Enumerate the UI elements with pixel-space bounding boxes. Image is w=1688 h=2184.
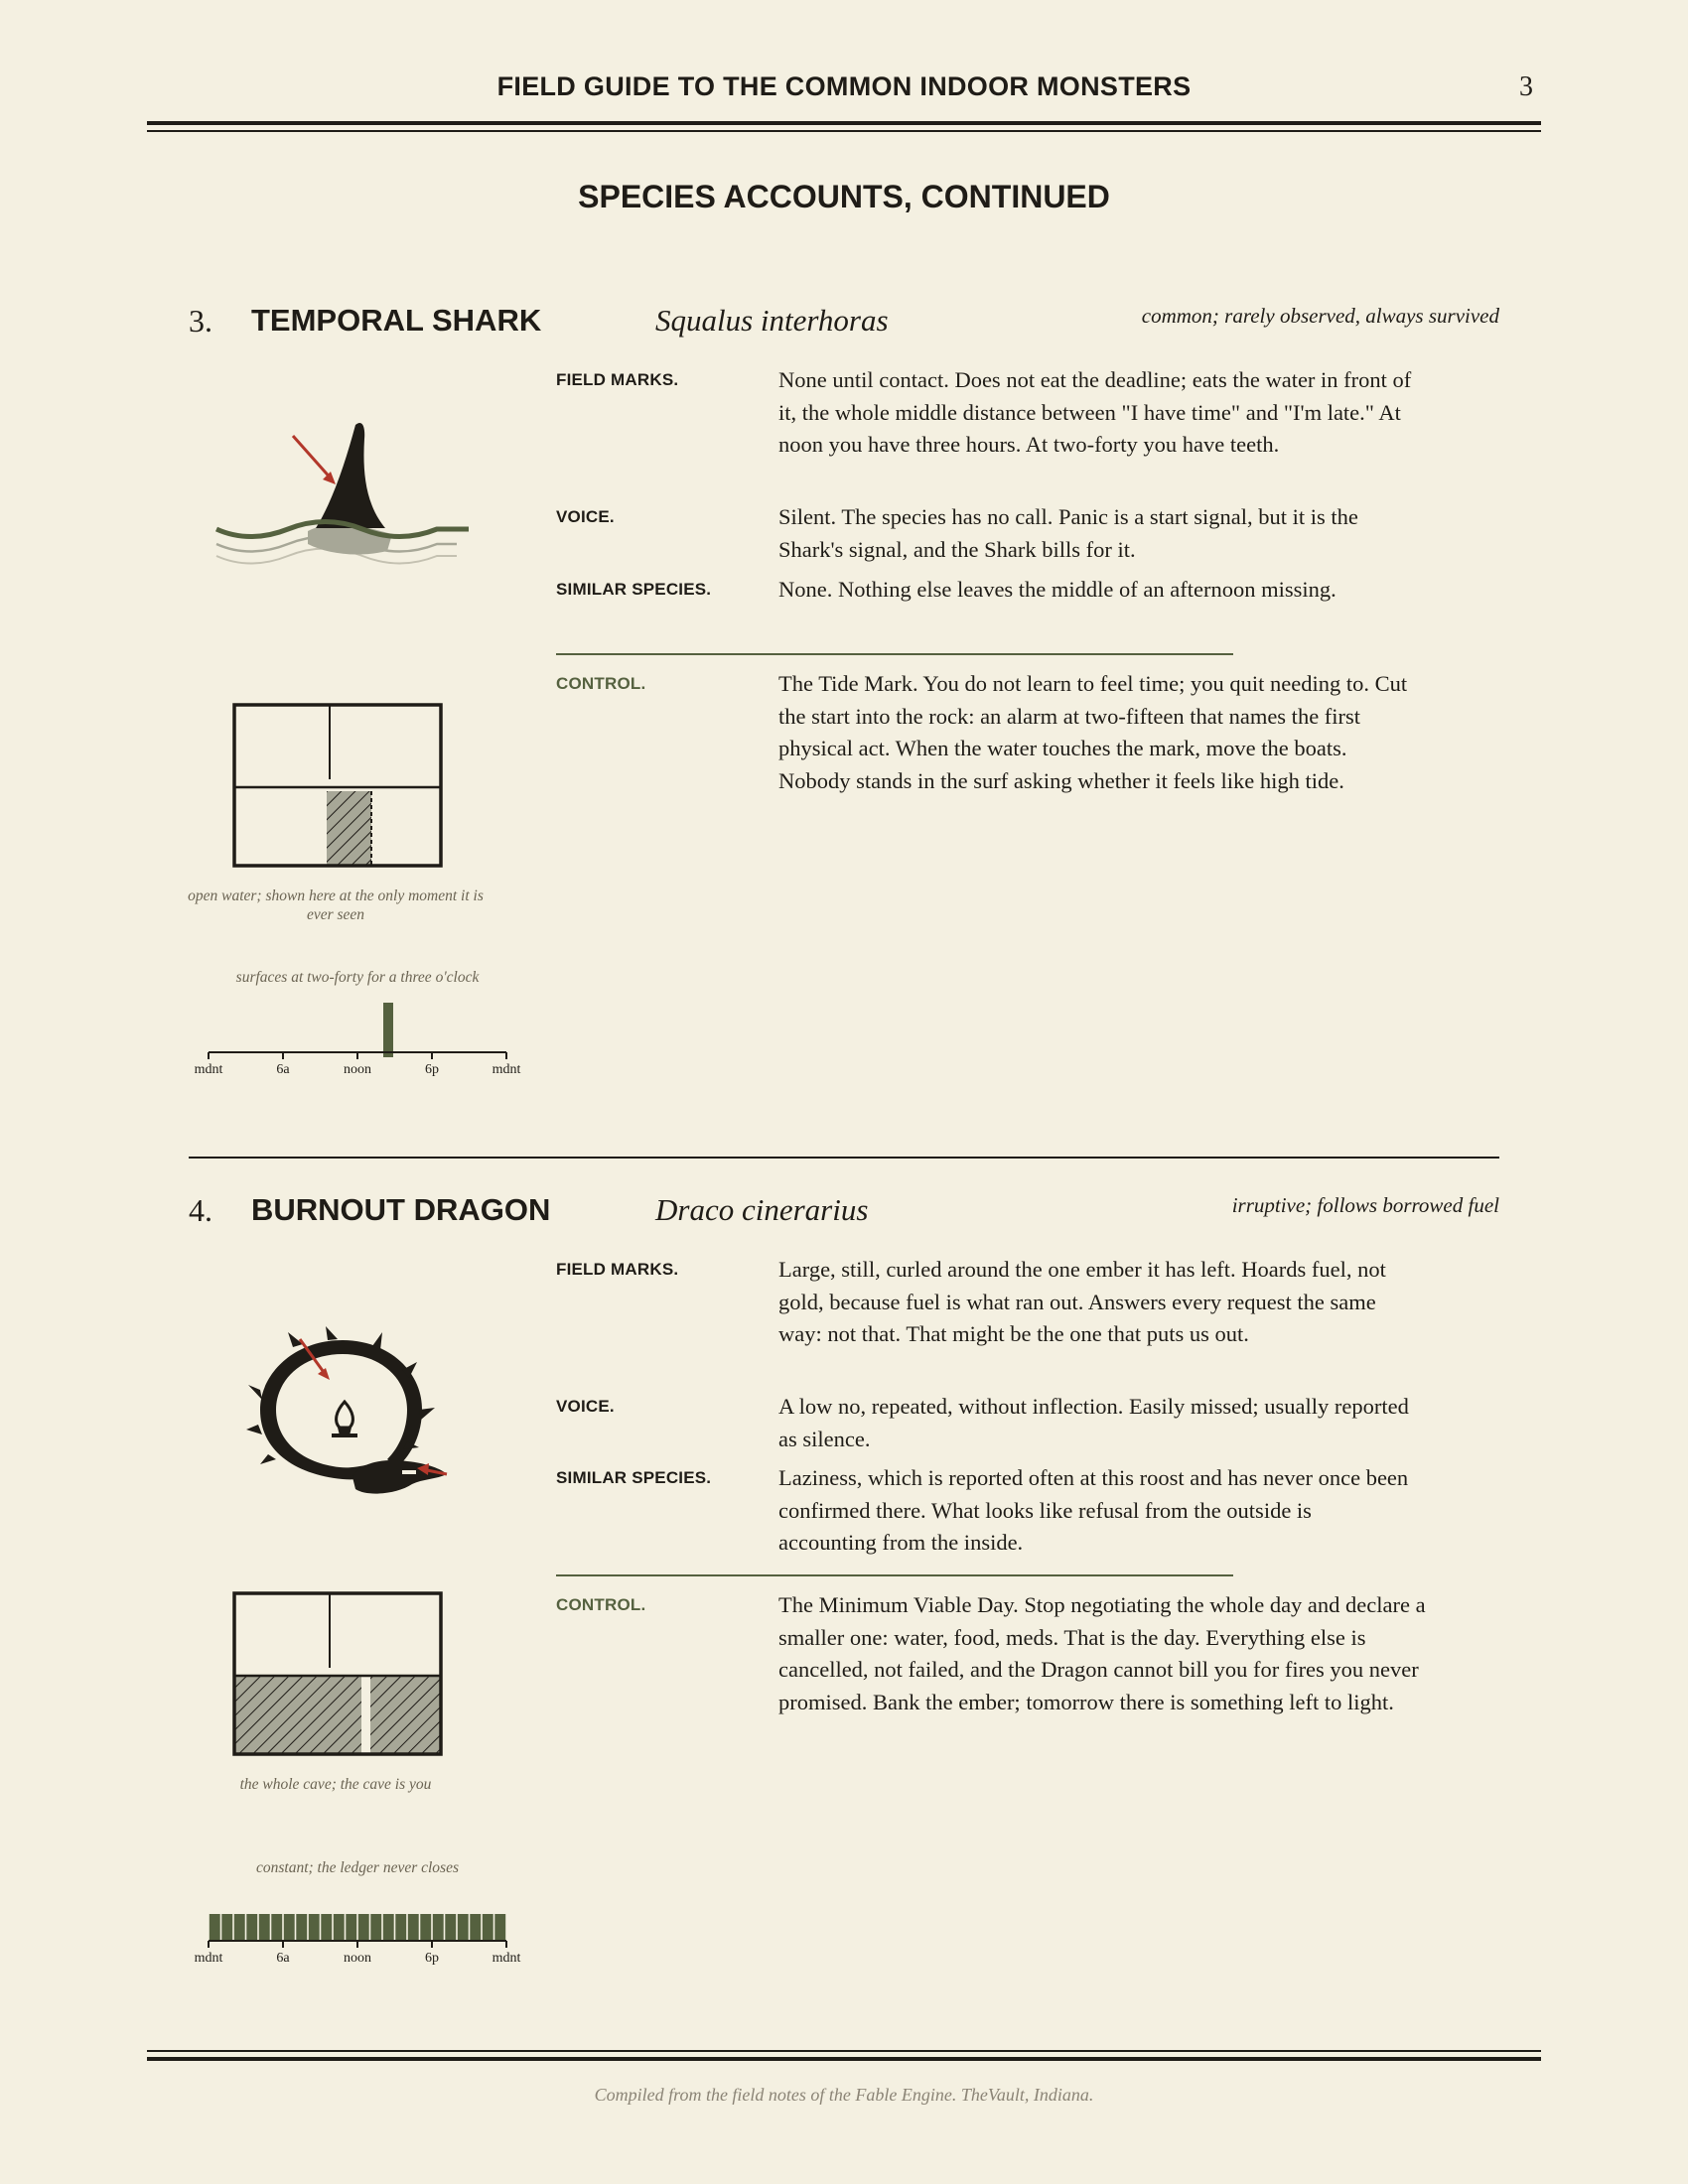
tick-label: 6a	[276, 1951, 290, 1966]
activity-bar	[296, 1914, 307, 1941]
activity-bar	[420, 1914, 431, 1941]
running-header-title: FIELD GUIDE TO THE COMMON INDOOR MONSTERS	[496, 71, 1192, 101]
activity-bar	[321, 1914, 332, 1941]
tick-label: 6p	[425, 1062, 439, 1077]
activity-caption: surfaces at two-forty for a three o'clock	[235, 969, 480, 986]
control-text: The Minimum Viable Day. Stop negotiating the whole day and declare a smaller one: water, food, meds. That is the day. Everything else is cancelled, not failed, and the Dragon cannot bill you for fires you never promised. Bank the ember; tomorrow there is something left to light.	[778, 1592, 1426, 1714]
tick-label: mdnt	[194, 1951, 223, 1966]
voice-label: VOICE.	[556, 507, 615, 526]
range-map	[232, 703, 443, 868]
activity-bar	[221, 1914, 232, 1941]
similar-species-text: None. Nothing else leaves the middle of an afternoon missing.	[778, 577, 1336, 602]
range-caption: the whole cave; the cave is you	[239, 1776, 432, 1793]
header-rule-thin	[147, 130, 1541, 132]
activity-bar	[445, 1914, 456, 1941]
header-rule-thick	[147, 121, 1541, 125]
activity-bar	[358, 1914, 369, 1941]
activity-bar	[284, 1914, 295, 1941]
activity-bar	[309, 1914, 320, 1941]
similar-species-text: Laziness, which is reported often at this roost and has never once been confirmed there. What looks like refusal from the outside is accounting from the inside.	[778, 1465, 1409, 1555]
species-name: TEMPORAL SHARK	[251, 303, 542, 338]
footer-rule-thin	[147, 2050, 1541, 2052]
control-divider	[556, 653, 1233, 655]
tick-label: mdnt	[194, 1062, 223, 1077]
activity-bar	[383, 1914, 394, 1941]
field-marks-label: FIELD MARKS.	[556, 370, 679, 389]
species-number: 4.	[189, 1192, 212, 1228]
range-caption: open water; shown here at the only moment it is ever seen	[188, 887, 484, 923]
footer-credit: Compiled from the field notes of the Fable Engine. TheVault, Indiana.	[594, 2085, 1094, 2105]
tick-label: 6a	[276, 1062, 290, 1077]
tick-label: mdnt	[492, 1951, 521, 1966]
field-marks-text: Large, still, curled around the one ember it has left. Hoards fuel, not gold, because fuel is what ran out. Answers every request the same way: not that. That might be the one that puts us out.	[778, 1257, 1386, 1346]
species-latin-name: Draco cinerarius	[655, 1192, 869, 1227]
tick-label: mdnt	[492, 1062, 521, 1077]
activity-bar	[483, 1914, 493, 1941]
voice-text: A low no, repeated, without inflection. Easily missed; usually reported as silence.	[778, 1394, 1409, 1451]
tick-label: noon	[344, 1951, 371, 1966]
activity-caption: constant; the ledger never closes	[255, 1859, 460, 1876]
activity-chart	[199, 998, 516, 1057]
section-title: SPECIES ACCOUNTS, CONTINUED	[578, 179, 1110, 214]
control-label: CONTROL.	[556, 674, 646, 693]
similar-species-label: SIMILAR SPECIES.	[556, 1468, 712, 1487]
activity-bar	[433, 1914, 444, 1941]
species-status: common; rarely observed, always survived	[1141, 304, 1499, 328]
species-divider	[189, 1157, 1499, 1159]
control-label: CONTROL.	[556, 1595, 646, 1614]
activity-bar	[395, 1914, 406, 1941]
similar-species-label: SIMILAR SPECIES.	[556, 580, 712, 599]
activity-bar	[346, 1914, 356, 1941]
voice-label: VOICE.	[556, 1397, 615, 1416]
activity-bar	[210, 1914, 220, 1941]
tick-label: 6p	[425, 1951, 439, 1966]
dragon-ember-illustration	[248, 1330, 457, 1499]
activity-bar	[271, 1914, 282, 1941]
tick-label: noon	[344, 1062, 371, 1077]
range-map	[232, 1591, 443, 1756]
control-text: The Tide Mark. You do not learn to feel time; you quit needing to. Cut the start into the rock: an alarm at two-fifteen that names the first physical act. When the water touches the mark, move the boats. Nobody stands in the surf asking whether it feels like high tide.	[778, 671, 1408, 793]
footer-rule-thick	[147, 2057, 1541, 2061]
activity-bar	[408, 1914, 419, 1941]
activity-bar	[494, 1914, 505, 1941]
activity-bar	[246, 1914, 257, 1941]
activity-chart	[199, 1886, 516, 1946]
field-marks-label: FIELD MARKS.	[556, 1260, 679, 1279]
species-latin-name: Squalus interhoras	[655, 303, 889, 338]
activity-bar	[458, 1914, 469, 1941]
page-number: 3	[1519, 71, 1533, 102]
activity-bar	[334, 1914, 345, 1941]
activity-bar	[234, 1914, 245, 1941]
activity-bar	[470, 1914, 481, 1941]
field-marks-text: None until contact. Does not eat the deadline; eats the water in front of it, the whole middle distance between "I have time" and "I'm late." At noon you have three hours. At two-forty you have teeth.	[778, 367, 1412, 457]
activity-bar	[370, 1914, 381, 1941]
species-number: 3.	[189, 303, 212, 339]
voice-text: Silent. The species has no call. Panic is a start signal, but it is the Shark's signal, and the Shark bills for it.	[778, 504, 1358, 562]
activity-bar	[259, 1914, 270, 1941]
shark-fin-illustration	[209, 417, 477, 566]
species-status: irruptive; follows borrowed fuel	[1231, 1193, 1499, 1217]
species-name: BURNOUT DRAGON	[251, 1192, 551, 1227]
control-divider	[556, 1574, 1233, 1576]
